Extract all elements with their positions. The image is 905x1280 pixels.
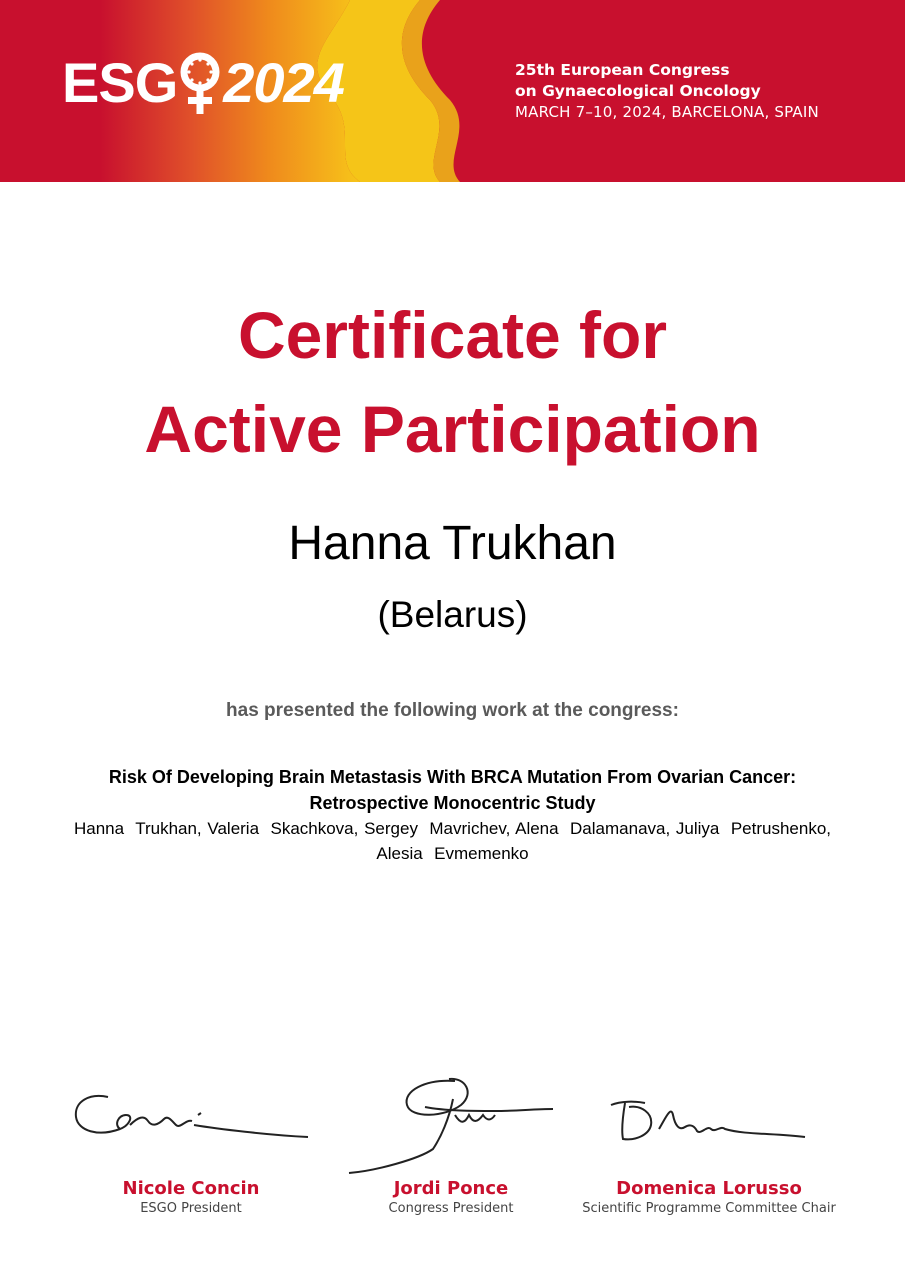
logo-text: ESG [62,51,178,114]
logo-year: 2024 [223,51,344,114]
signatory-role: ESGO President [140,1201,242,1216]
congress-edition: 25th European Congress [515,61,730,79]
congress-header-banner [0,0,905,182]
esgo-2024-logo [62,48,344,118]
signatory-name: Nicole Concin [122,1178,260,1199]
recipient-country: (Belarus) [377,594,528,635]
signature-jordi-ponce [345,1075,555,1175]
recipient-name: Hanna Trukhan [288,517,617,570]
venus-symbol-icon [179,48,221,118]
work-title: Risk Of Developing Brain Metastasis With BRCA Mutation From Ovarian Cancer: Retrospective Monocentric Study [108,767,797,813]
congress-date-location: MARCH 7–10, 2024, BARCELONA, SPAIN [515,103,819,121]
certificate-title-line2: Active Participation [144,392,761,466]
signatory-3 [570,1178,848,1217]
signature-nicole-concin [68,1085,313,1145]
work-authors: Hanna Trukhan, Valeria Skachkova, Sergey Mavrichev, Alena Dalamanava, Juliya Petrushenko, Alesia Evmemenko [73,819,836,863]
signatory-name: Jordi Ponce [393,1178,509,1199]
signatory-role: Congress President [388,1201,514,1216]
signatory-1 [86,1178,296,1217]
certificate-title [0,288,905,476]
signature-domenica-lorusso [605,1095,810,1145]
presented-statement: has presented the following work at the congress: [226,700,679,721]
signatory-2 [346,1178,556,1217]
congress-info [515,60,819,123]
certificate-title-line1: Certificate for [237,298,668,372]
congress-subject: on Gynaecological Oncology [515,82,761,100]
signatory-name: Domenica Lorusso [616,1178,802,1199]
signatory-role: Scientific Programme Committee Chair [582,1201,836,1216]
